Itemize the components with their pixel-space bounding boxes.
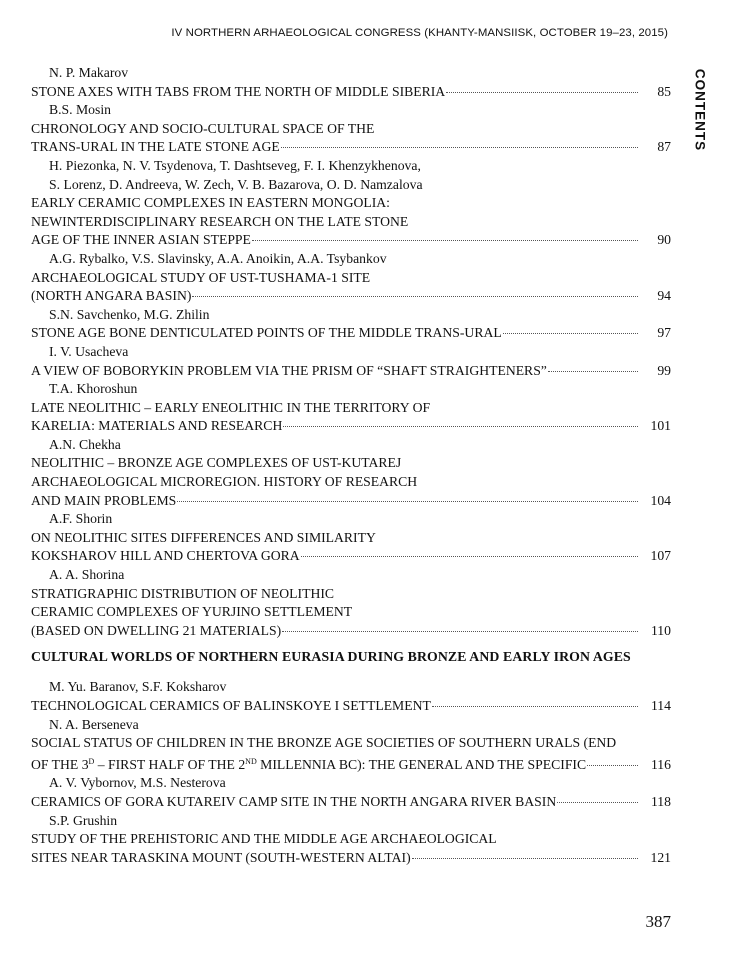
entry-page-number: 87 [657,139,671,155]
entry-title-line: SOCIAL STATUS OF CHILDREN IN THE BRONZE AGE SOCIETIES OF SOUTHERN URALS (END [31,735,617,751]
entry-title-line [31,324,671,343]
entry-title-text: TECHNOLOGICAL CERAMICS OF BALINSKOYE I SETTLEMENT [31,698,431,713]
entry-title-line: EARLY CERAMIC COMPLEXES IN EASTERN MONGOLIA: [31,195,390,211]
entry-title-text: A VIEW OF BOBORYKIN PROBLEM VIA THE PRISM OF “SHAFT STRAIGHTENERS” [31,362,547,378]
toc-entry [31,64,671,101]
contents-side-tab [689,64,711,156]
entry-page-number: 94 [657,288,671,304]
entry-page-number: 121 [650,849,671,865]
entry-authors: S.P. Grushin [49,812,118,828]
toc-entry [31,306,671,343]
entry-title-line: STUDY OF THE PREHISTORIC AND THE MIDDLE AGE ARCHAEOLOGICAL [31,831,497,847]
dot-leader [503,333,638,334]
toc-entry [31,812,671,868]
dot-leader [432,706,638,707]
toc-part-1 [31,64,671,640]
entry-title-line [31,547,671,566]
entry-title-line: CHRONOLOGY AND SOCIO-CULTURAL SPACE OF THE [31,120,375,136]
entry-authors: A. V. Vybornov, M.S. Nesterova [49,775,226,791]
entry-authors: H. Piezonka, N. V. Tsydenova, T. Dashtseveg, F. I. Khenzykhenova, [49,157,421,173]
entry-title-text: (BASED ON DWELLING 21 MATERIALS) [31,622,282,638]
entry-page-number: 97 [657,325,671,341]
dot-leader [283,426,638,427]
entry-title-line [31,138,671,157]
entry-authors: N. A. Berseneva [49,716,139,732]
entry-title-line [31,362,671,381]
entry-title-text: KOKSHAROV HILL AND CHERTOVA GORA [31,548,300,564]
title-segment: OF THE 3 [31,756,89,772]
dot-leader [301,556,638,557]
entry-authors: A.F. Shorin [49,511,113,527]
entry-title-line [31,849,671,868]
toc-part-2 [31,678,671,867]
entry-page-number: 85 [657,83,671,99]
superscript: ND [245,756,257,766]
entry-title-line [31,793,671,812]
entry-page-number: 114 [650,698,671,713]
entry-title-line [31,492,671,511]
table-of-contents [31,64,671,867]
page-number: 387 [645,912,671,931]
toc-entry [31,101,671,157]
entry-title-line [31,622,671,641]
entry-authors: B.S. Mosin [49,102,111,118]
entry-title-text: KARELIA: MATERIALS AND RESEARCH [31,418,283,434]
entry-title-line [31,287,671,306]
entry-title-text: STONE AGE BONE DENTICULATED POINTS OF THE MIDDLE TRANS-URAL [31,325,502,341]
dot-leader [412,858,638,859]
dot-leader [192,296,638,297]
dot-leader [446,92,638,93]
entry-title-text: AND MAIN PROBLEMS [31,492,177,508]
toc-entry [31,716,671,775]
dot-leader [281,147,638,148]
entry-title-line: NEWINTERDISCIPLINARY RESEARCH ON THE LATE STONE [31,213,409,229]
entry-title-line: STRATIGRAPHIC DISTRIBUTION OF NEOLITHIC [31,585,335,601]
entry-authors: A.G. Rybalko, V.S. Slavinsky, A.A. Anoikin, A.A. Tsybankov [49,250,387,266]
entry-authors: M. Yu. Baranov, S.F. Koksharov [49,679,227,695]
entry-title-line: ON NEOLITHIC SITES DIFFERENCES AND SIMILARITY [31,529,376,545]
entry-title-text: AGE OF THE INNER ASIAN STEPPE [31,232,251,248]
toc-entry [31,774,671,811]
entry-authors: N. P. Makarov [49,65,129,80]
entry-authors: I. V. Usacheva [49,343,129,359]
dot-leader [587,765,638,766]
entry-page-number: 116 [650,756,671,772]
entry-title-line [31,753,671,775]
entry-page-number: 90 [657,232,671,248]
toc-entry [31,157,671,250]
dot-leader [282,631,638,632]
entry-page-number: 101 [650,418,671,434]
title-segment: MILLENNIA BC): THE GENERAL AND THE SPECIFIC [256,756,587,772]
running-header: IV NORTHERN ARHAEOLOGICAL CONGRESS (KHANTY-MANSIISK, OCTOBER 19–23, 2015) [171,27,668,39]
entry-title-line: CERAMIC COMPLEXES OF YURJINO SETTLEMENT [31,604,353,620]
entry-authors: T.A. Khoroshun [49,381,138,397]
toc-entry [31,678,671,715]
entry-title-line [31,231,671,250]
entry-title-line [31,697,671,716]
dot-leader [177,501,638,502]
entry-authors: S.N. Savchenko, M.G. Zhilin [49,306,210,322]
toc-entry [31,436,671,510]
toc-entry [31,510,671,566]
entry-title-line [31,83,671,102]
toc-entry [31,250,671,306]
entry-title-text [31,753,586,775]
entry-title-line: NEOLITHIC – BRONZE AGE COMPLEXES OF UST-KUTAREJ [31,455,402,471]
entry-title-text: TRANS-URAL IN THE LATE STONE AGE [31,139,280,155]
entry-page-number: 107 [650,548,671,564]
entry-title-text: SITES NEAR TARASKINA MOUNT (SOUTH-WESTERN ALTAI) [31,849,411,865]
section-title: CULTURAL WORLDS OF NORTHERN EURASIA DURING BRONZE AND EARLY IRON AGES [31,649,631,665]
entry-title-text: STONE AXES WITH TABS FROM THE NORTH OF MIDDLE SIBERIA [31,83,446,99]
entry-page-number: 104 [650,492,671,508]
entry-page-number: 99 [657,362,671,378]
entry-page-number: 118 [650,793,671,809]
dot-leader [548,371,638,372]
superscript: D [88,756,95,766]
title-segment: – FIRST HALF OF THE 2 [94,756,246,772]
entry-page-number: 110 [650,622,671,638]
dot-leader [557,802,638,803]
toc-entry [31,566,671,640]
entry-authors: A.N. Chekha [49,436,121,452]
entry-title-line: ARCHAEOLOGICAL STUDY OF UST-TUSHAMA-1 SITE [31,269,371,285]
entry-authors: S. Lorenz, D. Andreeva, W. Zech, V. B. Bazarova, O. D. Namzalova [49,176,423,192]
entry-title-line: LATE NEOLITHIC – EARLY ENEOLITHIC IN THE TERRITORY OF [31,399,431,415]
dot-leader [252,240,638,241]
toc-entry [31,343,671,380]
entry-title-text: (NORTH ANGARA BASIN) [31,288,192,304]
toc-entry [31,380,671,436]
entry-title-line: ARCHAEOLOGICAL MICROREGION. HISTORY OF RESEARCH [31,474,418,490]
entry-title-text: CERAMICS OF GORA KUTAREIV CAMP SITE IN THE NORTH ANGARA RIVER BASIN [31,793,557,809]
entry-authors: A. A. Shorina [49,567,125,583]
entry-title-line [31,417,671,436]
side-tab-label: CONTENTS [692,68,708,152]
